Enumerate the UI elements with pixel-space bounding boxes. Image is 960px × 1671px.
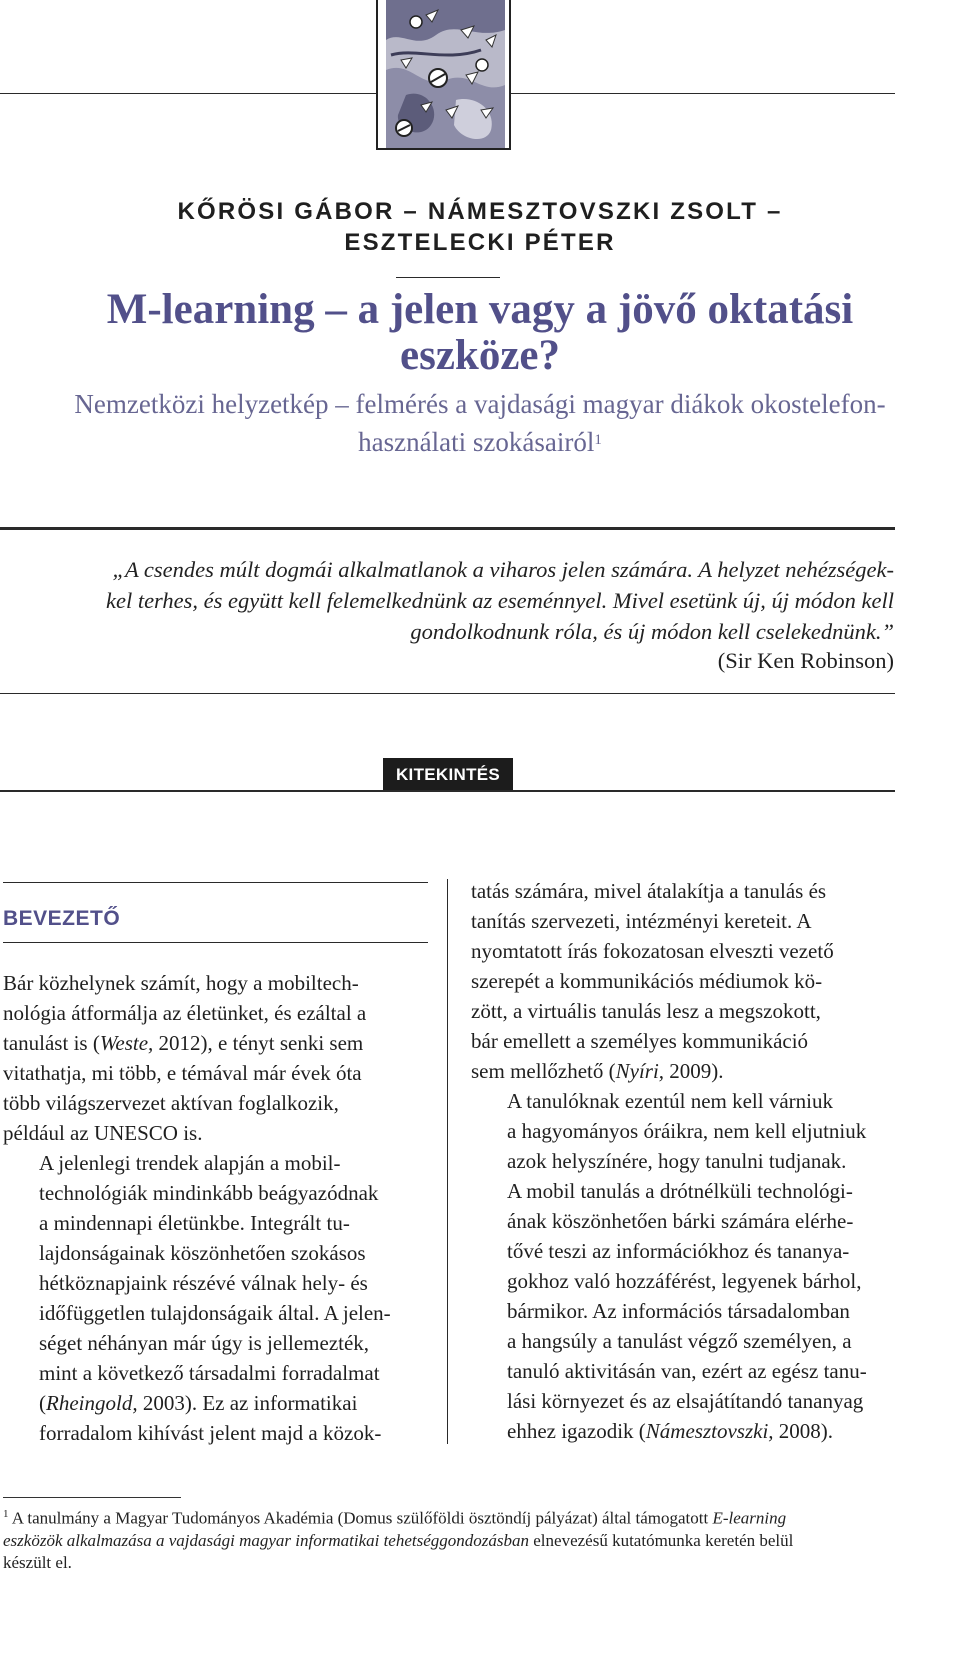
text-run: vitathatja, mi több, e témával már évek óta xyxy=(3,1061,362,1085)
footnote xyxy=(3,1503,898,1574)
text-run: 2012), e tényt senki sem xyxy=(153,1031,364,1055)
footnote-rule xyxy=(3,1497,181,1498)
text-run: nológia átformálja az életünket, és ezáltal a xyxy=(3,1001,367,1025)
text-run: a mindennapi életünkbe. Integrált tu- xyxy=(39,1211,350,1235)
text-run: ( xyxy=(39,1391,46,1415)
cover-image xyxy=(376,0,511,150)
section-rule xyxy=(0,790,895,792)
text-run: hétköznapjaink részévé válnak hely- és xyxy=(39,1271,368,1295)
footnote-line xyxy=(3,1530,898,1552)
text-run: a hagyományos óráikra, nem kell eljutniuk xyxy=(507,1119,867,1143)
text-line xyxy=(471,1326,899,1356)
paragraph xyxy=(3,1148,428,1448)
subtitle-text: használati szokásairól xyxy=(358,427,595,457)
text-line xyxy=(471,936,899,966)
quote-line: gondolkodnunk róla, és új módon kell cselekednünk.” xyxy=(410,619,894,644)
author-list xyxy=(0,196,960,258)
section-badge: KITEKINTÉS xyxy=(383,758,513,791)
text-line xyxy=(3,1418,428,1448)
text-line xyxy=(3,1088,428,1118)
text-run: több világszervezet aktívan foglalkozik, xyxy=(3,1091,339,1115)
text-run: forradalom kihívást jelent majd a közok- xyxy=(39,1421,382,1445)
text-run: szerepét a kommunikációs médiumok kö- xyxy=(471,969,823,993)
text-line xyxy=(471,1266,899,1296)
text-line xyxy=(471,1176,899,1206)
paragraph xyxy=(471,876,899,1086)
text-line xyxy=(3,1028,428,1058)
text-run: A tanulmány a Magyar Tudományos Akadémia (Domus szülőföldi ösztöndíj pályázat) által támogatott xyxy=(8,1508,713,1528)
footnote-reference: 1 xyxy=(594,432,602,448)
text-line xyxy=(3,1268,428,1298)
text-line xyxy=(471,1146,899,1176)
quote-bottom-rule xyxy=(0,693,895,694)
text-line xyxy=(471,996,899,1026)
subtitle-line-2 xyxy=(0,423,960,461)
heading-top-rule xyxy=(3,882,428,883)
article-title xyxy=(0,287,960,379)
text-run: elnevezésű kutatómunka keretén belül xyxy=(529,1530,794,1550)
text-run: tővé teszi az információkhoz és tananya- xyxy=(507,1239,850,1263)
abstract-pattern-icon xyxy=(386,0,505,148)
quote-line: „A csendes múlt dogmái alkalmatlanok a viharos jelen számára. A helyzet nehézségek- xyxy=(112,557,894,582)
text-run: lási környezet és az elsajátítandó tananyag xyxy=(507,1389,864,1413)
text-run: A tanulóknak ezentúl nem kell várniuk xyxy=(507,1089,833,1113)
text-run: a hangsúly a tanulást végző személyen, a xyxy=(507,1329,852,1353)
paragraph xyxy=(3,968,428,1148)
paragraph xyxy=(471,1086,899,1446)
text-run: gokhoz való hozzáférést, legyenek bárhol, xyxy=(507,1269,862,1293)
text-run: sem mellőzhető ( xyxy=(471,1059,616,1083)
text-line xyxy=(471,1056,899,1086)
text-line xyxy=(3,1388,428,1418)
quote-source: (Sir Ken Robinson) xyxy=(717,648,894,673)
text-line xyxy=(3,1118,428,1148)
text-run: tanítás szervezeti, intézményi kereteit. A xyxy=(471,909,812,933)
citation-author: Nyíri, xyxy=(615,1059,665,1083)
text-run: nyomtatott írás fokozatosan elveszti vezető xyxy=(471,939,834,963)
text-line xyxy=(471,1116,899,1146)
text-run: ának köszönhetően bárki számára elérhe- xyxy=(507,1209,854,1233)
text-run: időfüggetlen tulajdonságaik által. A jelen- xyxy=(39,1301,391,1325)
text-line xyxy=(3,998,428,1028)
column-divider xyxy=(447,879,448,1444)
text-run: azok helyszínére, hogy tanulni tudjanak. xyxy=(507,1149,847,1173)
text-line xyxy=(3,1178,428,1208)
header-rule-right xyxy=(511,93,895,94)
text-line xyxy=(471,876,899,906)
text-run: 2008). xyxy=(773,1419,834,1443)
text-run: bár emellett a személyes kommunikáció xyxy=(471,1029,809,1053)
text-run: zött, a virtuális tanulás lesz a megszokott, xyxy=(471,999,821,1023)
citation-author: Námesztovszki, xyxy=(645,1419,774,1443)
text-line xyxy=(471,1296,899,1326)
quote-line: kel terhes, és együtt kell felemelkednünk az eseménnyel. Mivel esetünk új, új módon kell xyxy=(105,588,894,613)
text-run: lajdonságainak köszönhetően szokásos xyxy=(39,1241,366,1265)
text-line xyxy=(3,1328,428,1358)
text-line xyxy=(471,1086,899,1116)
text-line xyxy=(471,1026,899,1056)
text-run: például az UNESCO is. xyxy=(3,1121,203,1145)
heading-bottom-rule xyxy=(3,942,428,943)
text-line xyxy=(471,1416,899,1446)
text-line xyxy=(471,1236,899,1266)
epigraph-quote xyxy=(20,554,894,647)
text-line xyxy=(3,1238,428,1268)
text-line xyxy=(3,1148,428,1178)
author-line: KŐRÖSI GÁBOR – NÁMESZTOVSZKI ZSOLT – xyxy=(177,198,783,225)
text-run: séget néhányan már úgy is jellemezték, xyxy=(39,1331,370,1355)
citation-author: E-learning xyxy=(712,1508,787,1528)
left-column-text xyxy=(3,968,428,1448)
citation-author: eszközök alkalmazása a vajdasági magyar informatikai tehetséggondozásban xyxy=(3,1530,530,1550)
right-column-text xyxy=(471,876,899,1446)
text-run: mint a következő társadalmi forradalmat xyxy=(39,1361,380,1385)
text-run: ehhez igazodik ( xyxy=(507,1419,646,1443)
text-line xyxy=(471,1206,899,1236)
text-run: 2003). Ez az informatikai xyxy=(137,1391,358,1415)
citation-author: Weste, xyxy=(99,1031,154,1055)
text-line xyxy=(471,966,899,996)
text-line xyxy=(3,1358,428,1388)
text-line xyxy=(471,906,899,936)
footnote-line xyxy=(3,1552,898,1574)
text-run: tanuló aktivitásán van, ezért az egész tanu- xyxy=(507,1359,867,1383)
text-line xyxy=(471,1386,899,1416)
text-run: A mobil tanulás a drótnélküli technológi- xyxy=(507,1179,853,1203)
text-line xyxy=(3,1208,428,1238)
text-run: Bár közhelynek számít, hogy a mobiltech- xyxy=(3,971,359,995)
footnote-line xyxy=(3,1503,898,1530)
title-line: eszköze? xyxy=(400,332,560,379)
text-run: bármikor. Az információs társadalomban xyxy=(507,1299,850,1323)
text-run: 2009). xyxy=(664,1059,724,1083)
text-line xyxy=(3,1298,428,1328)
citation-author: Rheingold, xyxy=(46,1391,138,1415)
subtitle-line: Nemzetközi helyzetkép – felmérés a vajdasági magyar diákok okostelefon- xyxy=(74,389,886,419)
quote-top-rule xyxy=(0,527,895,530)
title-line: M-learning – a jelen vagy a jövő oktatási xyxy=(106,286,854,333)
text-line xyxy=(471,1356,899,1386)
text-line xyxy=(3,1058,428,1088)
text-run: tatás számára, mivel átalakítja a tanulás és xyxy=(471,879,827,903)
article-subtitle xyxy=(0,385,960,461)
text-line xyxy=(3,968,428,998)
footnote-mark: 1 xyxy=(3,1508,9,1520)
section-heading: BEVEZETŐ xyxy=(3,907,121,930)
title-separator xyxy=(396,277,500,278)
text-run: tanulást is ( xyxy=(3,1031,100,1055)
author-line: ESZTELECKI PÉTER xyxy=(344,229,616,256)
header-rule-left xyxy=(0,93,376,94)
text-run: technológiák mindinkább beágyazódnak xyxy=(39,1181,379,1205)
text-run: készült el. xyxy=(3,1552,72,1572)
text-run: A jelenlegi trendek alapján a mobil- xyxy=(39,1151,341,1175)
